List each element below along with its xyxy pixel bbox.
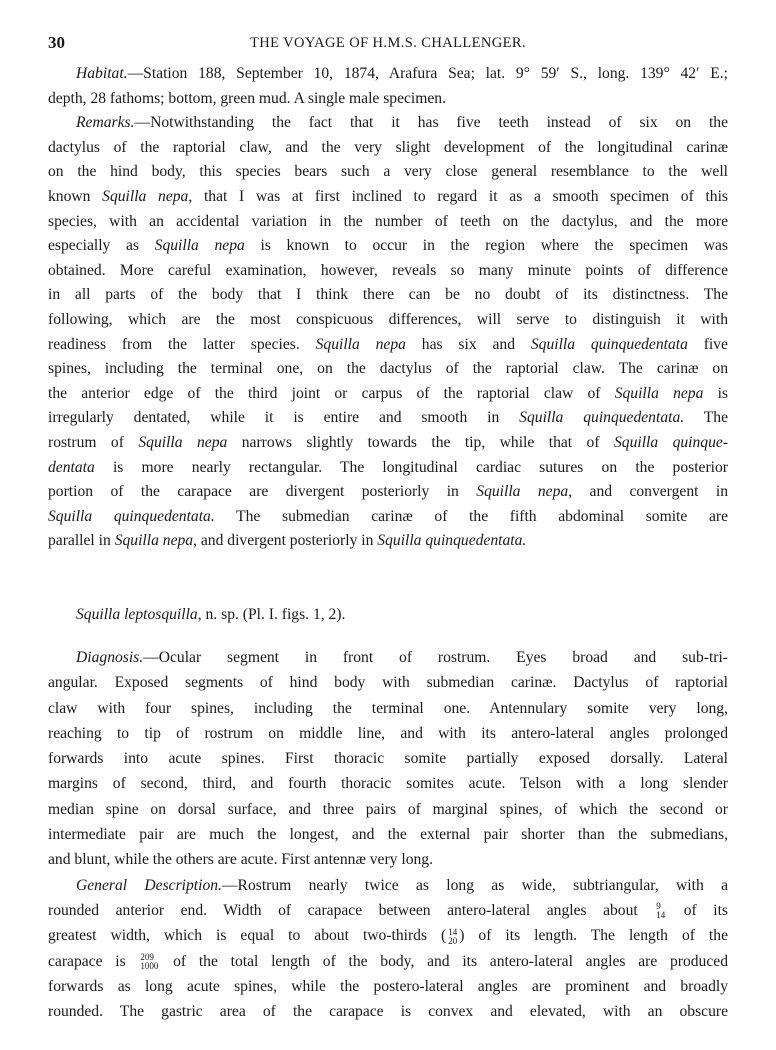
text: in all parts of the body that I think there can be no doubt of its distinctness. The: [48, 286, 728, 304]
text: intermediate pair are much the longest, and the external pair shorter than the submedians,: [48, 826, 728, 844]
text: angular. Exposed segments of hind body with submedian carinæ. Dactylus of raptorial: [48, 674, 728, 692]
text: —Station 188, September 10, 1874, Arafura Sea; lat. 9° 59′ S., long. 139° 42′ E.;: [127, 65, 728, 82]
text-line: [48, 847, 728, 872]
italic-text: General Description.: [76, 876, 222, 894]
italic-text: dentata: [48, 458, 95, 476]
text-line: [48, 771, 728, 796]
text-line: [48, 898, 728, 923]
fraction-denominator: 20: [448, 935, 458, 946]
text-line: [48, 746, 728, 771]
text: rounded anterior end. Width of carapace between antero-lateral angles about: [48, 901, 655, 919]
text: median spine on dorsal surface, and three pairs of marginal spines, of which the second or: [48, 800, 728, 818]
text: following, which are the most conspicuous differences, will serve to distinguish it with: [48, 310, 728, 328]
text-line: [48, 234, 728, 259]
text-line: [48, 999, 728, 1024]
species-name: Squilla leptosquilla: [76, 606, 198, 623]
text: parallel in: [48, 532, 115, 550]
italic-text: Squilla quinquedentata.: [519, 409, 685, 427]
text-line: [48, 111, 728, 136]
italic-text: Squilla nepa: [114, 532, 194, 550]
text-line: [48, 670, 728, 695]
text-line: [48, 259, 728, 284]
text: claw with four spines, including the terminal one. Antennulary somite very long,: [48, 699, 728, 717]
diagnosis-description-section: [48, 645, 728, 1024]
text: is known to occur in the region where the specimen was: [244, 237, 728, 255]
text: —Ocular segment in front of rostrum. Eyes broad and sub-tri-: [143, 649, 728, 666]
text-line: [48, 406, 728, 431]
text: species, with an accidental variation in the number of teeth on the dactylus, and the more: [48, 212, 728, 230]
text: forwards into acute spines. First thoracic somite partially exposed dorsally. Lateral: [48, 750, 728, 768]
text: narrows slightly towards the tip, while that of: [227, 433, 614, 451]
text-line: [48, 505, 728, 530]
text: spines, including the terminal one, on the dactylus of the raptorial claw. The carinæ on: [48, 360, 728, 378]
fraction-numerator: 209: [140, 951, 154, 962]
text: dactylus of the raptorial claw, and the very slight development of the longitudinal carinæ: [48, 138, 728, 156]
italic-text: Squilla quinque-: [613, 433, 729, 451]
text: greatest width, which is equal to about two-thirds (: [48, 927, 447, 945]
text-line: [48, 645, 728, 670]
text: margins of second, third, and fourth thoracic somites acute. Telson with a long slender: [48, 775, 728, 793]
text-line: [48, 357, 728, 382]
text-line: [48, 949, 728, 974]
text: especially as: [48, 237, 155, 255]
text-line: [48, 136, 728, 161]
text: readiness from the latter species.: [48, 335, 316, 353]
text: is: [703, 384, 728, 402]
fraction: [140, 953, 158, 971]
text: , that I was at first inclined to regard it as a smooth specimen of this: [188, 187, 728, 205]
text: of the total length of the body, and its antero-lateral angles are produced: [160, 952, 728, 970]
text-line: [48, 822, 728, 847]
text-line: [48, 62, 728, 87]
text: The submedian carinæ of the fifth abdominal somite are: [214, 507, 728, 525]
text: rostrum of: [48, 433, 139, 451]
text-line: [48, 923, 728, 948]
text: , and divergent posteriorly in: [193, 532, 378, 550]
text: portion of the carapace are divergent posteriorly in: [48, 483, 477, 501]
text-line: [48, 873, 728, 898]
text: is more nearly rectangular. The longitudinal cardiac sutures on the posterior: [94, 458, 728, 476]
text: has six and: [405, 335, 531, 353]
italic-text: Remarks.: [76, 114, 135, 132]
italic-text: Squilla nepa: [315, 335, 406, 353]
text-line: [48, 721, 728, 746]
fraction: [448, 928, 457, 946]
fraction-denominator: 14: [656, 910, 666, 921]
fraction-numerator: 14: [448, 926, 458, 937]
italic-text: Squilla quinquedentata: [530, 335, 688, 353]
text: depth, 28 fathoms; bottom, green mud. A single male specimen.: [48, 89, 447, 107]
text: ) of its length. The length of the: [459, 927, 728, 945]
italic-text: Squilla quinquedentata.: [48, 507, 215, 525]
species-heading-rest: , n. sp. (Pl. I. figs. 1, 2).: [197, 606, 346, 623]
text-line: [48, 283, 728, 308]
text: of its: [667, 901, 728, 919]
italic-text: Squilla nepa: [138, 433, 228, 451]
text-line: [48, 456, 728, 481]
species-heading: [76, 606, 345, 624]
text: known: [48, 187, 103, 205]
text-line: [48, 797, 728, 822]
text-line: [48, 185, 728, 210]
text: carapace is: [48, 952, 139, 970]
text-line: [48, 382, 728, 407]
text: and blunt, while the others are acute. First antennæ very long.: [48, 851, 433, 869]
text: —Rostrum nearly twice as long as wide, subtriangular, with a: [221, 876, 728, 894]
italic-text: Squilla quinquedentata.: [377, 532, 527, 550]
fraction-denominator: 1000: [140, 960, 159, 971]
text: the anterior edge of the third joint or carpus of the raptorial claw of: [48, 384, 615, 402]
italic-text: Squilla nepa: [154, 237, 245, 255]
italic-text: Habitat.: [76, 65, 128, 82]
text: on the hind body, this species bears such a very close general resemblance to the well: [48, 163, 728, 181]
text-line: [48, 210, 728, 235]
text-line: [48, 333, 728, 358]
italic-text: Squilla nepa: [102, 187, 189, 205]
italic-text: Diagnosis.: [76, 649, 144, 666]
text: irregularly dentated, while it is entire and smooth in: [48, 409, 520, 427]
text: obtained. More careful examination, however, reveals so many minute points of difference: [48, 261, 728, 279]
text: five: [687, 335, 728, 353]
text: reaching to tip of rostrum on middle line, and with its antero-lateral angles prolonged: [48, 724, 728, 742]
text-line: [48, 431, 728, 456]
text: , and convergent in: [568, 483, 728, 501]
page-number: 30: [48, 33, 65, 52]
text-line: [48, 529, 728, 554]
fraction-numerator: 9: [656, 901, 661, 912]
text-line: [48, 974, 728, 999]
text: rounded. The gastric area of the carapace is convex and elevated, with an obscure: [48, 1003, 728, 1021]
text-line: [48, 480, 728, 505]
text: The: [684, 409, 728, 427]
running-title: THE VOYAGE OF H.M.S. CHALLENGER.: [250, 35, 526, 51]
text-line: [48, 696, 728, 721]
text-line: [48, 308, 728, 333]
text: —Notwithstanding the fact that it has five teeth instead of six on the: [134, 114, 728, 132]
text-line: [48, 87, 728, 112]
text: forwards as long acute spines, while the postero-lateral angles are prominent and broadly: [48, 977, 728, 995]
italic-text: Squilla nepa: [476, 483, 569, 501]
habitat-remarks-section: [48, 62, 728, 554]
text-line: [48, 160, 728, 185]
fraction: [656, 902, 665, 920]
italic-text: Squilla nepa: [614, 384, 704, 402]
